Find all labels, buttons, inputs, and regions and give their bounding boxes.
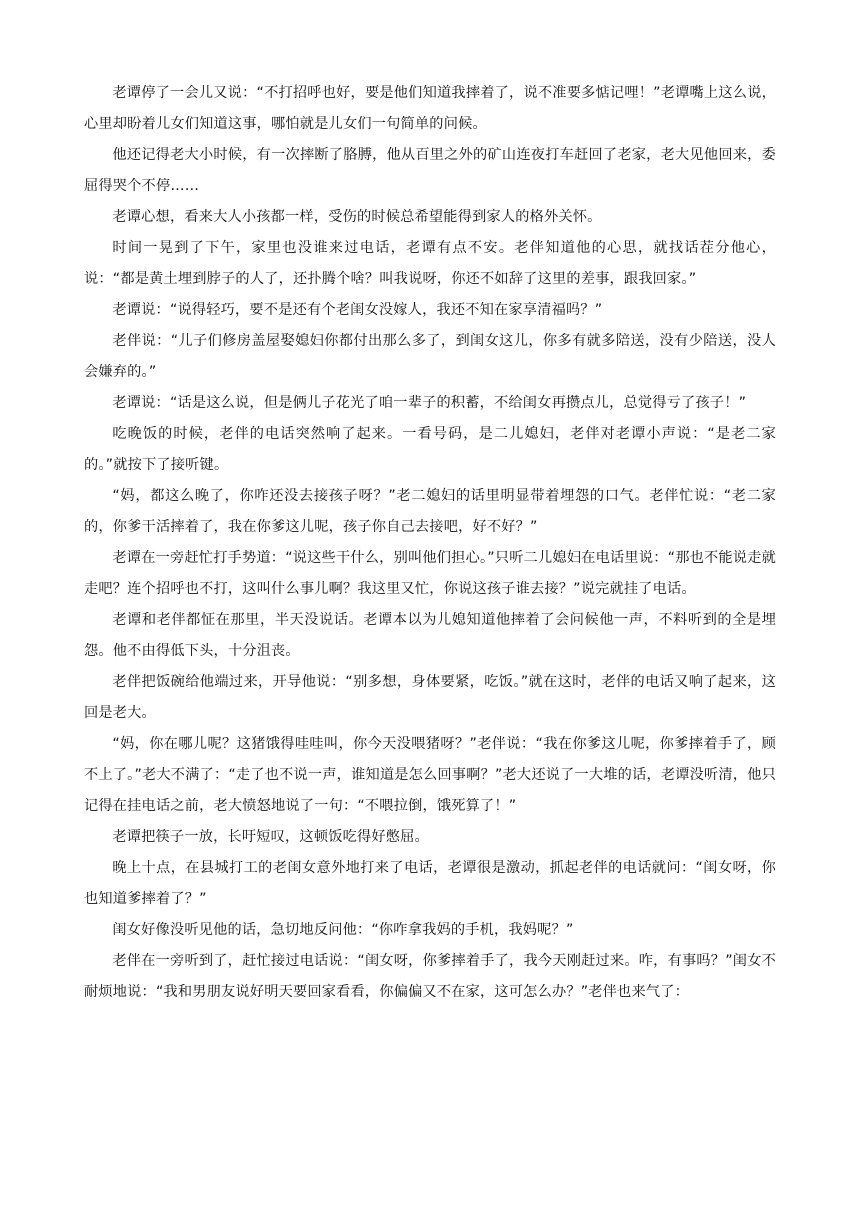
paragraph-9: “妈，都这么晚了，你咋还没去接孩子呀？”老二媳妇的话里明显带着埋怨的口气。老伴忙说：“老二家的，你爹干活摔着了，我在你爹这儿呢，孩子你自己去接吧，好不好？” [84,488,776,535]
paragraph-10: 老谭在一旁赶忙打手势道：“说这些干什么，别叫他们担心。”只听二儿媳妇在电话里说：“那也不能说走就走吧？连个招呼也不打，这叫什么事儿啊？我这里又忙，你说这孩子谁去接？”说完就挂了电话。 [84,550,776,597]
paragraph-3: 老谭心想，看来大人小孩都一样，受伤的时候总希望能得到家人的格外关怀。 [112,209,602,225]
paragraph-6: 老伴说：“儿子们修房盖屋娶媳妇你都付出那么多了，到闺女这儿，你多有就多陪送，没有少陪送，没人会嫌弃的。” [84,333,776,380]
paragraph-1: 老谭停了一会儿又说：“不打招呼也好，要是他们知道我摔着了，说不准要多惦记哩！”老谭嘴上这么说，心里却盼着儿女们知道这事，哪怕就是儿女们一句简单的问候。 [84,85,776,132]
paragraph-14: 老谭把筷子一放，长吁短叹，这顿饭吃得好憋屈。 [112,829,429,845]
paragraph-7: 老谭说：“话是这么说，但是俩儿子花光了咱一辈子的积蓄，不给闺女再攒点儿，总觉得亏了孩子！” [112,395,747,411]
paragraph-15: 晚上十点，在县城打工的老闺女意外地打来了电话，老谭很是激动，抓起老伴的电话就问：“闺女呀，你也知道爹摔着了？” [84,860,776,907]
paragraph-4: 时间一晃到了下午，家里也没谁来过电话，老谭有点不安。老伴知道他的心思，就找话茬分他心，说：“都是黄土埋到脖子的人了，还扑腾个啥？叫我说呀，你还不如辞了这里的差事，跟我回家。” [84,240,776,287]
document-page [84,78,776,1008]
paragraph-5: 老谭说：“说得轻巧，要不是还有个老闺女没嫁人，我还不知在家享清福吗？” [112,302,603,318]
paragraph-8: 吃晚饭的时候，老伴的电话突然响了起来。一看号码，是二儿媳妇，老伴对老谭小声说：“是老二家的。”就按下了接听键。 [84,426,776,473]
paragraph-17: 老伴在一旁听到了，赶忙接过电话说：“闺女呀，你爹摔着手了，我今天刚赶过来。咋，有事吗？”闺女不耐烦地说：“我和男朋友说好明天要回家看看，你偏偏又不在家，这可怎么办？”老伴也来气了： [84,953,776,1000]
paragraph-2: 他还记得老大小时候，有一次摔断了胳膊，他从百里之外的矿山连夜打车赶回了老家，老大见他回来，委屈得哭个不停…… [84,147,776,194]
paragraph-12: 老伴把饭碗给他端过来，开导他说：“别多想，身体要紧，吃饭。”就在这时，老伴的电话又响了起来，这回是老大。 [84,674,776,721]
paragraph-11: 老谭和老伴都怔在那里，半天没说话。老谭本以为儿媳知道他摔着了会问候他一声，不料听到的全是埋怨。他不由得低下头，十分沮丧。 [84,612,776,659]
paragraph-16: 闺女好像没听见他的话，急切地反问他：“你咋拿我妈的手机，我妈呢？” [112,922,574,938]
paragraph-13: “妈，你在哪儿呢？这猪饿得哇哇叫，你今天没喂猪呀？”老伴说：“我在你爹这儿呢，你爹摔着手了，顾不上了。”老大不满了：“走了也不说一声，谁知道是怎么回事啊？”老大还说了一大堆的话，老谭没听清，他只记得在挂电话之前，老大愤怒地说了一句：“不喂拉倒，饿死算了！” [84,736,776,814]
